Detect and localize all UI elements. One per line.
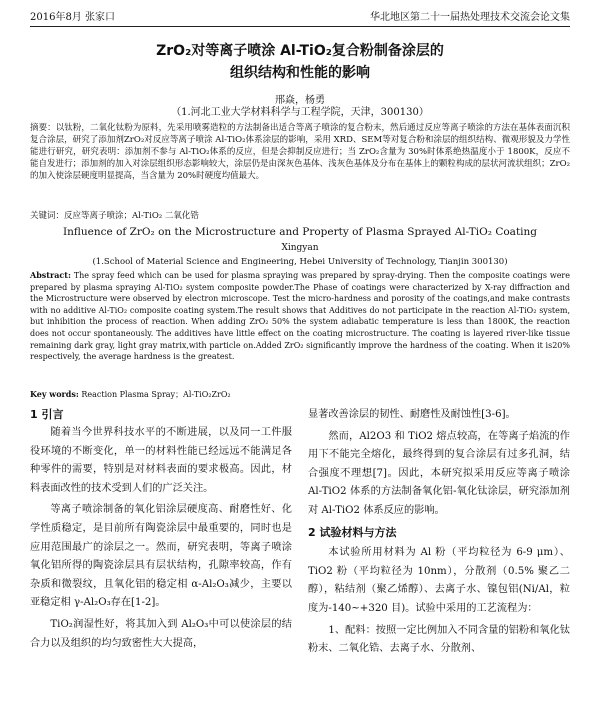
left-paragraph-1: 随着当今世界科技水平的不断进展，以及同一工件服役环境的不断变化，单一的材料性能已经远远不能满足各种零件的需要，特别是对材料表面的要求极高。因此，材料表面改性的技术受到人们的广泛关注。 [30, 427, 292, 494]
running-header [30, 8, 570, 27]
paper-title [0, 40, 600, 84]
abstract-cn: 摘要：以钛粉，二氧化钛粉为原料，先采用喷雾造粒的方法制备出适合等离子喷涂的复合粉末，然后通过反应等离子喷涂的方法在基体表面沉积复合涂层，研究了添加剂ZrO₂对反应等离子喷涂 Al-TiO₂体系涂层的影响，采用 XRD、SEM等对复合粉和涂层的组织结构、微观形貌及力学性能进行研究，研究表明：添加剂不参与 Al-TiO₂体系的反应，但是会抑制反应进行；当 ZrO₂含量为 30%时体系绝热温度小于 1800K，反应不能自发进行；添加剂的加入对涂层组织形态影响较大，涂层仍是由深灰色基体、浅灰色基体及分布在基体上的颗粒构成的层状河流状组织；ZrO₂的加入使涂层硬度明显提高，当含量为 20%时硬度均值最大。 [30, 123, 570, 181]
english-affiliation: (1.School of Material Science and Engineering, Hebei University of Technology, Tianjin 300130) [92, 257, 508, 267]
abstract-en [30, 270, 570, 363]
left-paragraph-3: TiO₂润湿性好，将其加入到 Al₂O₃中可以使涂层的结合力以及组织的均匀致密性大大提高， [30, 618, 292, 649]
right-paragraph-3: 本试验所用材料为 Al 粉（平均粒径为 6-9 μm）、TiO2 粉（平均粒径为 10nm），分散剂（0.5% 聚乙二醇），粘结剂（聚乙烯醇）、去离子水、镍包铝(Ni/Al，粒度为-140~+320 目)。试验中采用的工艺流程为： [308, 547, 570, 614]
title-line-1: ZrO₂对等离子喷涂 Al-TiO₂复合粉制备涂层的 [156, 43, 444, 59]
keywords-en-label: Key words: [30, 389, 79, 399]
right-column [308, 406, 570, 706]
right-paragraph-4: 1、配料：按照一定比例加入不同含量的铝粉和氧化钛粉末、二氧化锆、去离子水、分散剂、 [308, 624, 570, 655]
keywords-cn: 关键词：反应等离子喷涂；Al-TiO₂ 二氧化锆 [30, 211, 199, 221]
affiliation-cn: （1.河北工业大学材料科学与工程学院，天津，300130） [171, 107, 429, 118]
abstract-en-text: The spray feed which can be used for plasma spraying was prepared by spray-drying. Then the composite coatings were prepared by plasma spraying Al-TiO₂ system composite powder.The Phase of coatings were characterized by X-ray diffraction and the Microstructure were observed by electron microscope. Test the micro-hardness and porosity of the coatings,and make contrasts with no additive Al-TiO₂ composite coating system.The result shows that Additives do not participate in the reaction Al-TiO₂ system, but inhibition the process of reaction. When adding ZrO₂ 50% the system adiabatic temperature is less than 1800K, the reaction does not occur spontaneously. The additives have little effect on the coating microstructure. The coating is layered river-like tissue remaining dark gray, light gray matrix,with particle on.Added ZrO₂ significantly improve the hardness of the coating. When it is20% respectively, the average hardness is the greatest. [30, 271, 570, 362]
keywords-en [30, 389, 570, 401]
keywords-en-text: Reaction Plasma Spray；Al-TiO₂ZrO₂ [78, 390, 231, 399]
english-author: Xingyan [281, 243, 319, 253]
left-paragraph-2: 等离子喷涂制备的氧化铝涂层硬度高、耐磨性好、化学性质稳定，是目前所有陶瓷涂层中最重要的，同时也是应用范围最广的涂层之一。然而，研究表明，等离子喷涂氧化铝所得的陶瓷涂层具有层状结构，孔隙率较高，作有杂质和微裂纹，且氧化铝的稳定相 α-Al₂O₃减少，主要以亚稳定相 γ-Al₂O₃存在[1-2]。 [30, 504, 292, 609]
left-column [30, 424, 292, 704]
header-right: 华北地区第二十一届热处理技术交流会论文集 [370, 12, 570, 23]
header-left: 2016年8月 张家口 [30, 12, 115, 23]
right-paragraph-1: 显著改善涂层的韧性、耐磨性及耐蚀性[3-6]。 [308, 409, 516, 420]
right-paragraph-2: 然而，Al2O3 和 TiO2 熔点较高，在等离子焰流的作用下不能完全熔化，最终得到的复合涂层有过多孔洞，结合强度不理想[7]。因此，本研究拟采用反应等离子喷涂 Al-TiO2 体系的方法制备氧化铝-氧化钛涂层，研究添加剂对 Al-TiO2 体系反应的影响。 [308, 430, 570, 516]
abstract-en-label: Abstract: [30, 270, 71, 280]
title-line-2: 组织结构和性能的影响 [230, 65, 370, 81]
section-1-heading: 1 引言 [30, 408, 64, 421]
authors-cn: 邢焱，杨勇 [275, 95, 325, 106]
english-title: Influence of ZrO₂ on the Microstructure and Property of Plasma Sprayed Al-TiO₂ Coating [62, 226, 538, 238]
section-2-heading: 2 试验材料与方法 [308, 525, 397, 539]
chinese-authors-block [0, 95, 600, 119]
